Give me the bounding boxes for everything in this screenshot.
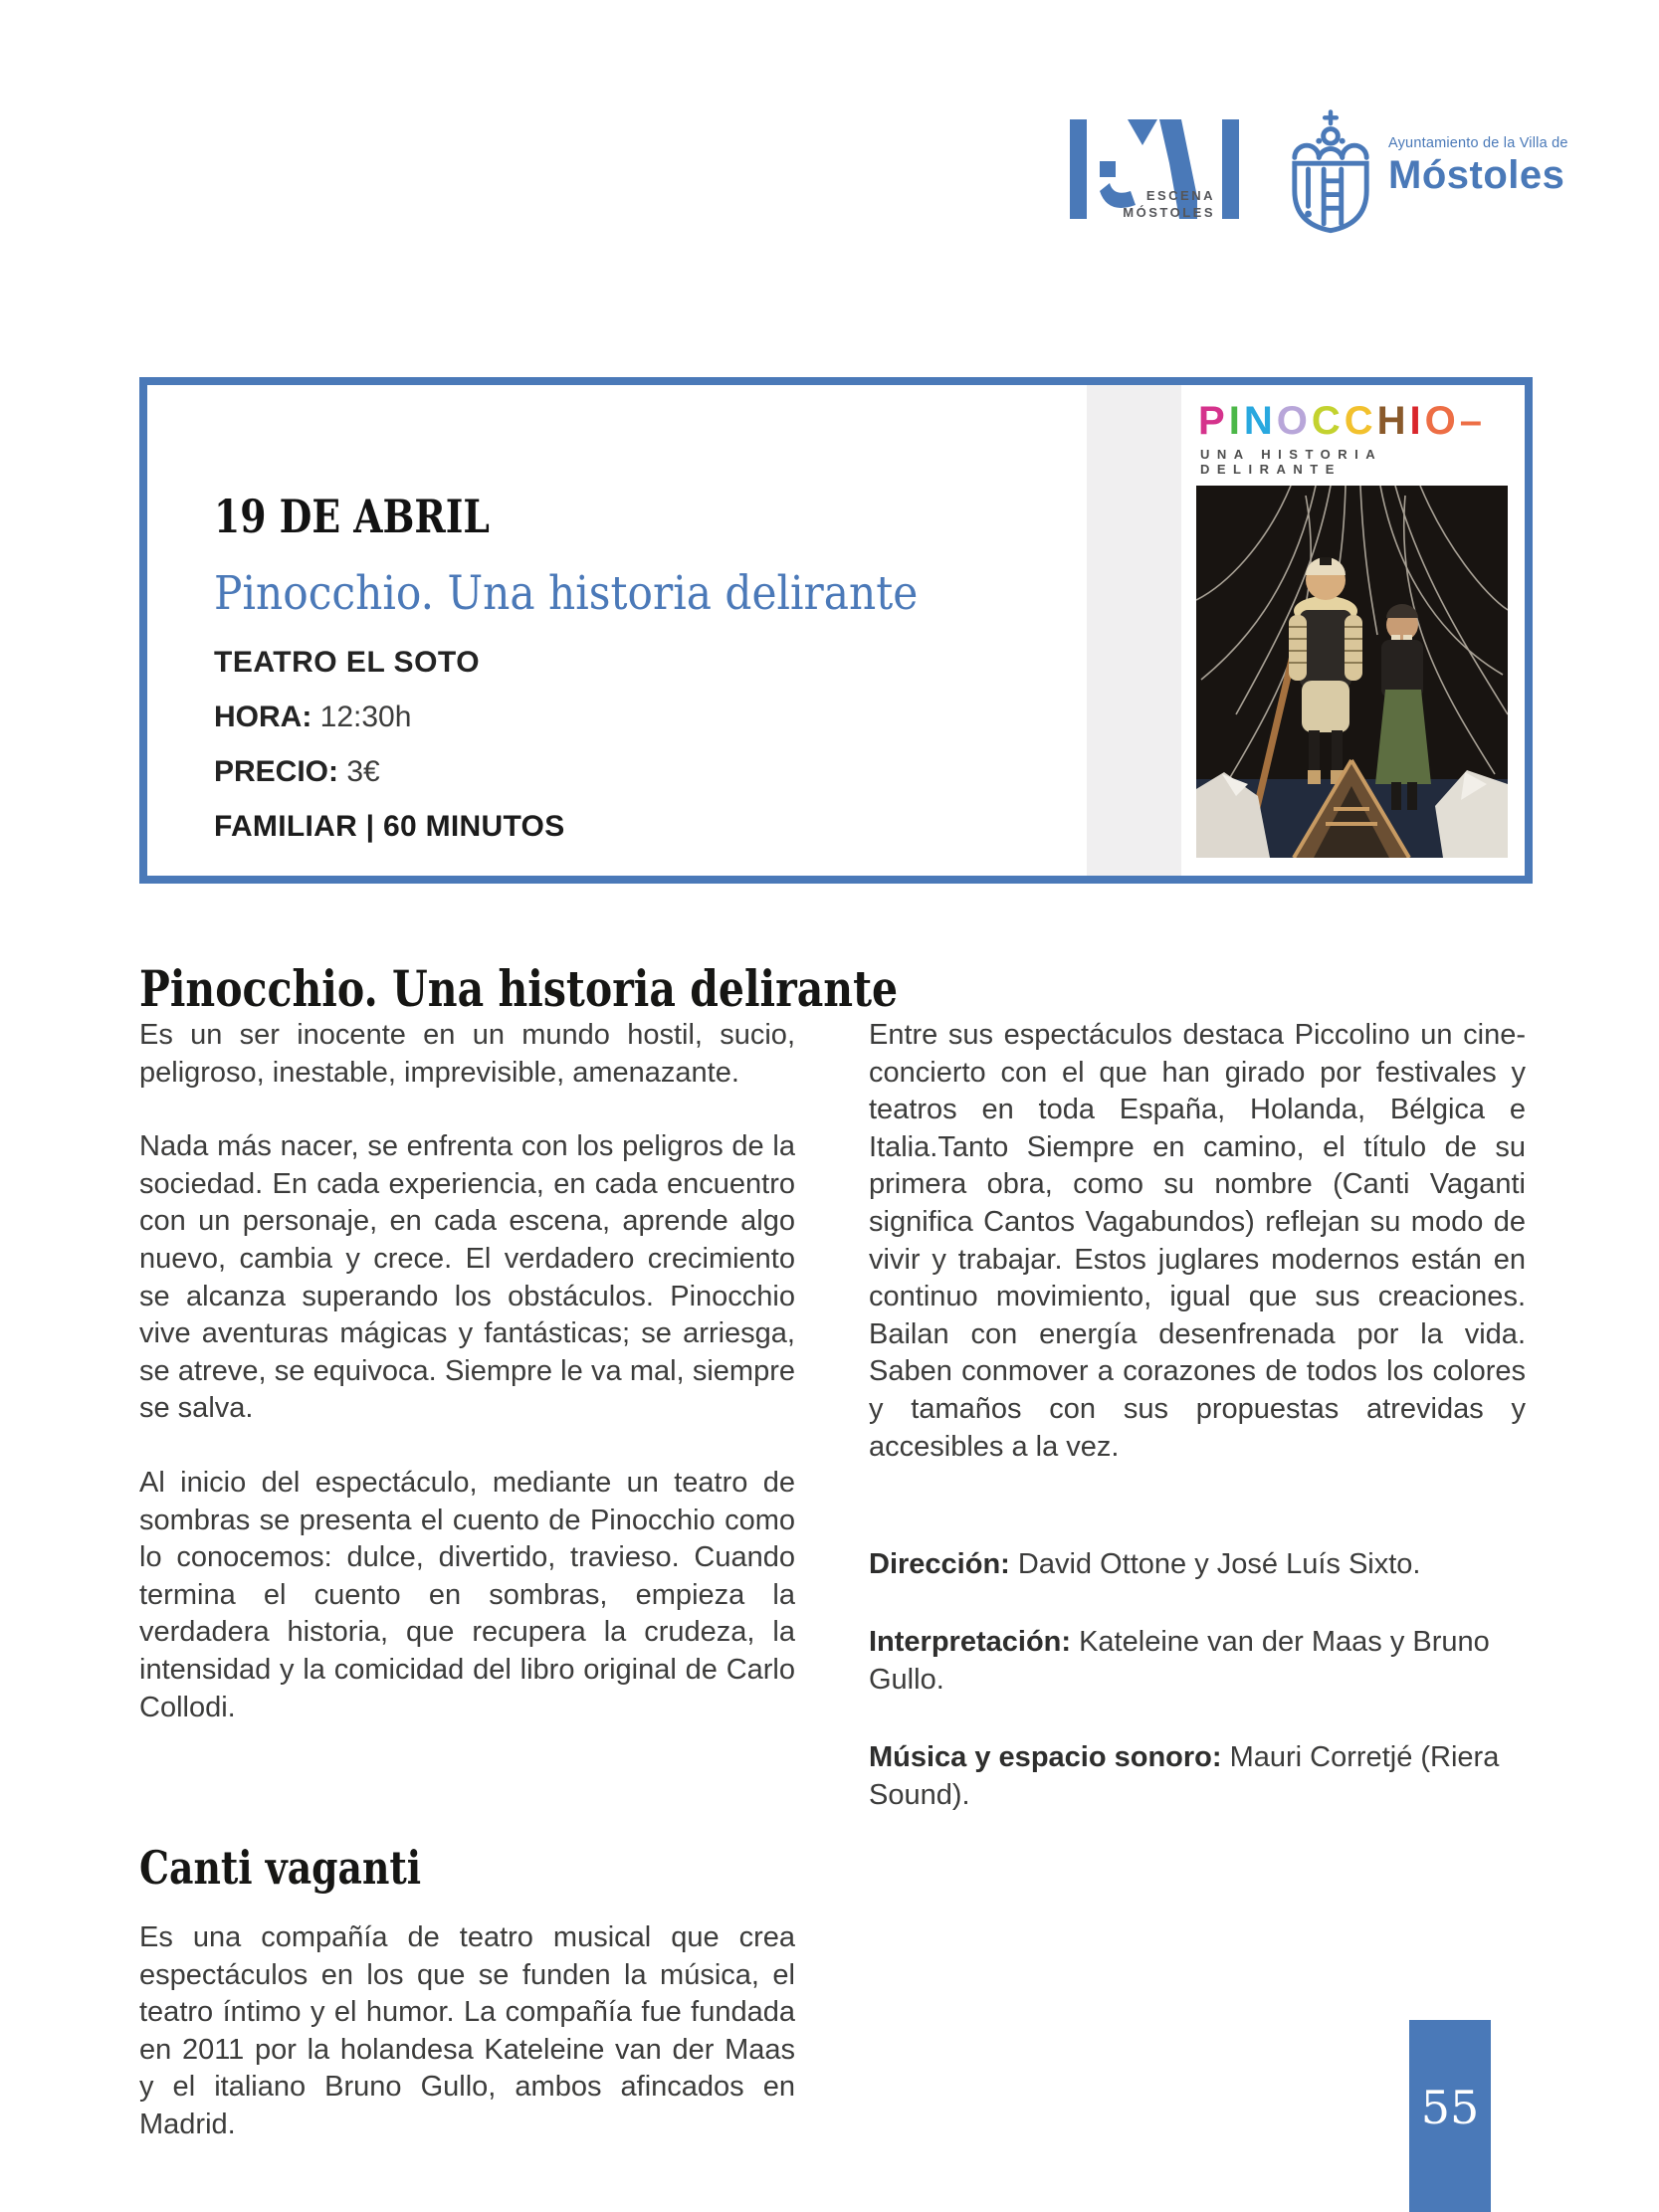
event-venue: TEATRO EL SOTO <box>214 646 481 679</box>
pinocchio-logo-letter: N <box>1243 399 1277 443</box>
event-card <box>139 377 1533 884</box>
ayuntamiento-logo-text <box>1388 135 1568 198</box>
credit-value: Mauri Corretjé (Riera Sound). <box>869 1741 1500 1812</box>
ayuntamiento-small-text: Ayuntamiento de la Villa de <box>1388 135 1568 151</box>
card-divider-strip <box>1087 385 1181 876</box>
main-title: Pinocchio. Una historia delirante <box>139 958 899 1018</box>
credit-label: Música y espacio sonoro: <box>869 1741 1222 1774</box>
pinocchio-logo-letter: C <box>1344 399 1377 443</box>
event-title: Pinocchio. Una historia delirante <box>214 566 919 621</box>
em-logo-line2: MÓSTOLES <box>1123 205 1215 220</box>
event-audience: FAMILIAR | 60 MINUTOS <box>214 810 565 843</box>
credit-item <box>869 1545 1526 1583</box>
event-price-label: PRECIO: <box>214 755 339 788</box>
pinocchio-logo-letter: C <box>1311 399 1345 443</box>
mostoles-crest-icon <box>1287 109 1374 237</box>
event-date: 19 DE ABRIL <box>214 490 490 543</box>
credits <box>869 1545 1526 1814</box>
em-logo-line1: ESCENA <box>1145 188 1215 203</box>
pinocchio-logo <box>1198 401 1486 441</box>
body-paragraph: Al inicio del espectáculo, mediante un teatro de sombras se presenta el cuento de Pinocchio como lo conocemos: dulce, divertido, travieso. Cuando termina el cuento en sombras, empieza la verdadera historia, que recupera la crudeza, la intensidad y la comicidad del libro original de Carlo Collodi. <box>139 1466 795 1723</box>
right-column <box>869 1017 1526 1854</box>
event-time <box>214 701 1010 734</box>
left-column <box>139 1017 795 2181</box>
pinocchio-logo-subtitle: UNA HISTORIA DELIRANTE <box>1200 447 1382 477</box>
pinocchio-logo-letter: – <box>1459 399 1486 443</box>
ayuntamiento-logo <box>1287 109 1568 237</box>
ayuntamiento-city: Móstoles <box>1388 153 1565 197</box>
event-card-details <box>214 489 1010 844</box>
poster-photo <box>1196 486 1508 858</box>
credit-item <box>869 1623 1526 1699</box>
event-poster <box>1196 385 1525 876</box>
pinocchio-logo-letter: O <box>1276 399 1312 443</box>
pinocchio-logo-letter: I <box>1409 399 1425 443</box>
body-paragraph: Es un ser inocente en un mundo hostil, sucio, peligroso, inestable, imprevisible, amenazante. <box>139 1019 795 1089</box>
event-time-label: HORA: <box>214 701 312 733</box>
body-paragraph: Es una compañía de teatro musical que crea espectáculos en los que se funden la música, el teatro íntimo y el humor. La compañía fue fundada en 2011 por la holandesa Kateleine van der Maas y el italiano Bruno Gullo, ambos afincados en Madrid. <box>139 1921 795 2141</box>
body-paragraph: Nada más nacer, se enfrenta con los peligros de la sociedad. En cada experiencia, en cada encuentro con un personaje, en cada escena, aprende algo nuevo, cambia y crece. El verdadero crecimiento se alcanza superando los obstáculos. Pinocchio vive aventuras mágicas y fantásticas; se arriesga, se atreve, se equivoca. Siempre le va mal, siempre se salva. <box>139 1130 795 1425</box>
credit-label: Interpretación: <box>869 1626 1072 1659</box>
event-time-value: 12:30h <box>319 701 412 733</box>
credit-value: David Ottone y José Luís Sixto. <box>1009 1548 1421 1581</box>
event-price-value: 3€ <box>346 755 380 788</box>
pinocchio-logo-letter: I <box>1228 399 1244 443</box>
credit-value: Kateleine van der Maas y Bruno Gullo. <box>869 1626 1490 1697</box>
credit-item <box>869 1738 1526 1814</box>
pinocchio-logo-letter: P <box>1198 399 1229 443</box>
page-number-box <box>1409 2020 1491 2212</box>
event-price <box>214 755 1010 789</box>
page-number: 55 <box>1420 2080 1480 2134</box>
pinocchio-logo-letter: H <box>1376 399 1410 443</box>
credit-label: Dirección: <box>869 1548 1010 1581</box>
em-logo-text <box>1123 187 1215 221</box>
pinocchio-logo-letter: O <box>1424 399 1460 443</box>
section-subheading: Canti vaganti <box>139 1841 422 1896</box>
body-paragraph: Entre sus espectáculos destaca Piccolino un cine-concierto con el que han girado por festivales y teatros en toda España, Holanda, Bélgica e Italia.Tanto Siempre en camino, el título de su primera obra, como su nombre (Canti Vaganti significa Cantos Vagabundos) reflejan su modo de vivir y trabajar. Estos juglares modernos están en continuo movimiento, igual que sus creaciones. Bailan con energía desenfrenada por la vida. Saben conmover a corazones de todos los colores y tamaños con sus propuestas atrevidas y accesibles a la vez. <box>869 1019 1526 1463</box>
escena-mostoles-logo <box>1070 119 1241 221</box>
